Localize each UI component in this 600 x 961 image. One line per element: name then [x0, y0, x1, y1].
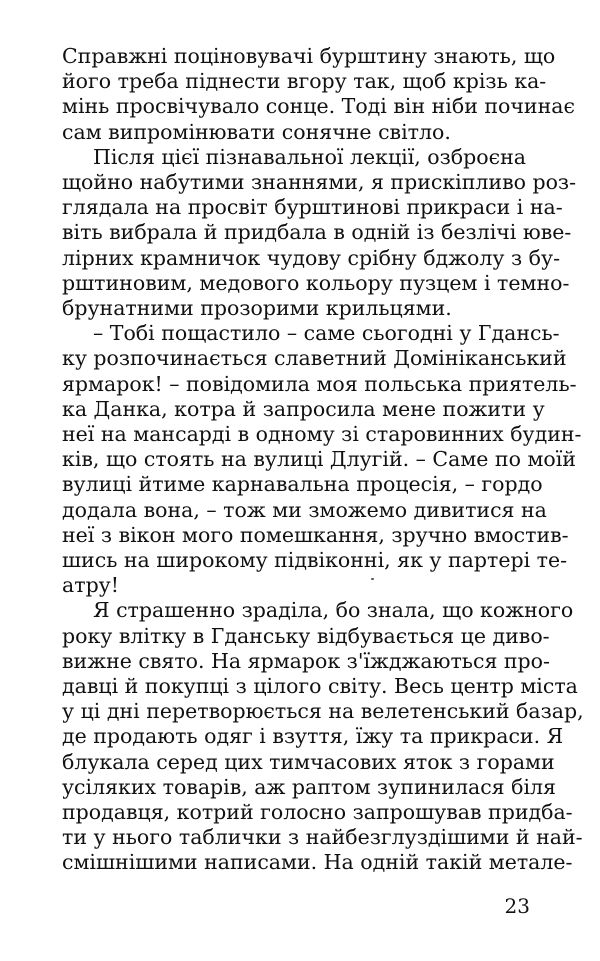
text-line: неї з вікон мого помешкання, зручно вмостив- [62, 522, 569, 547]
text-line: вулиці йтиме карнавальна процесія, – гордо [62, 472, 543, 497]
text-line: ка Данка, котра й запросила мене пожити у [62, 396, 545, 421]
text-line: щойно набутими знаннями, я прискіпливо роз- [62, 170, 577, 194]
text-line: рштиновим, медового кольору пузцем і темно- [62, 270, 570, 295]
text-line: брунатними прозорими крильцями. [62, 296, 452, 320]
text-line: року влітку в Гданську відбувається це диво- [62, 623, 550, 648]
text-line: де продають одяг і взуття, їжу та прикраси. Я [62, 724, 564, 749]
text-line: – Тобі пощастило – саме сьогодні у Гдансь- [93, 321, 560, 346]
text-line: Я страшенно зраділа, бо знала, що кожного [93, 598, 574, 623]
text-line: ків, що стоять на вулиці Длугій. – Саме по моїй [62, 447, 576, 472]
text-line: усіляких товарів, аж раптом зупинилася біля [62, 774, 556, 799]
text-line: ти у нього таблички з найбезглуздішими й най- [62, 825, 583, 850]
text-line: атру! [62, 573, 119, 598]
text-line: сам випромінювати сонячне світло. [62, 119, 451, 144]
text-line: Справжні поціновувачі бурштину знають, що [62, 44, 556, 68]
text-line: ярмарок! – повідомила моя польська приятель- [62, 371, 577, 396]
text-line: шись на широкому підвіконні, як у партері те- [62, 548, 568, 572]
print-speck [371, 578, 374, 580]
text-line: смішнішими написами. На одній такій метале- [62, 850, 573, 875]
text-line: Після цієї пізнавальної лекції, озброєна [93, 144, 526, 169]
text-line: неї на мансарді в одному зі старовинних будин- [62, 422, 582, 446]
text-line: вижне свято. На ярмарок з'їжджаються про- [62, 648, 550, 673]
text-line: додала вона, – тож ми зможемо дивитися на [62, 497, 547, 522]
text-line: лірних крамничок чудову срібну бджолу з бу- [62, 245, 560, 270]
text-line: віть вибрала й придбала в одній із безлічі юве- [62, 220, 572, 245]
text-line: блукала серед цих тимчасових яток з горами [62, 749, 555, 774]
page-number: 23 [504, 894, 530, 918]
text-line: мінь просвічувало сонце. Тоді він ніби починає [62, 94, 575, 119]
text-line: продавця, котрий голосно запрошував придба- [62, 800, 573, 824]
text-line: у ці дні перетворюється на велетенський базар, [62, 699, 584, 724]
text-line: ку розпочинається славетний Домініканський [62, 346, 567, 371]
text-line: давці й покупці з цілого світу. Весь центр міста [62, 674, 578, 698]
text-line: глядала на просвіт бурштинові прикраси і на- [62, 195, 563, 220]
text-line: його треба піднести вгору так, щоб крізь ка- [62, 69, 547, 94]
